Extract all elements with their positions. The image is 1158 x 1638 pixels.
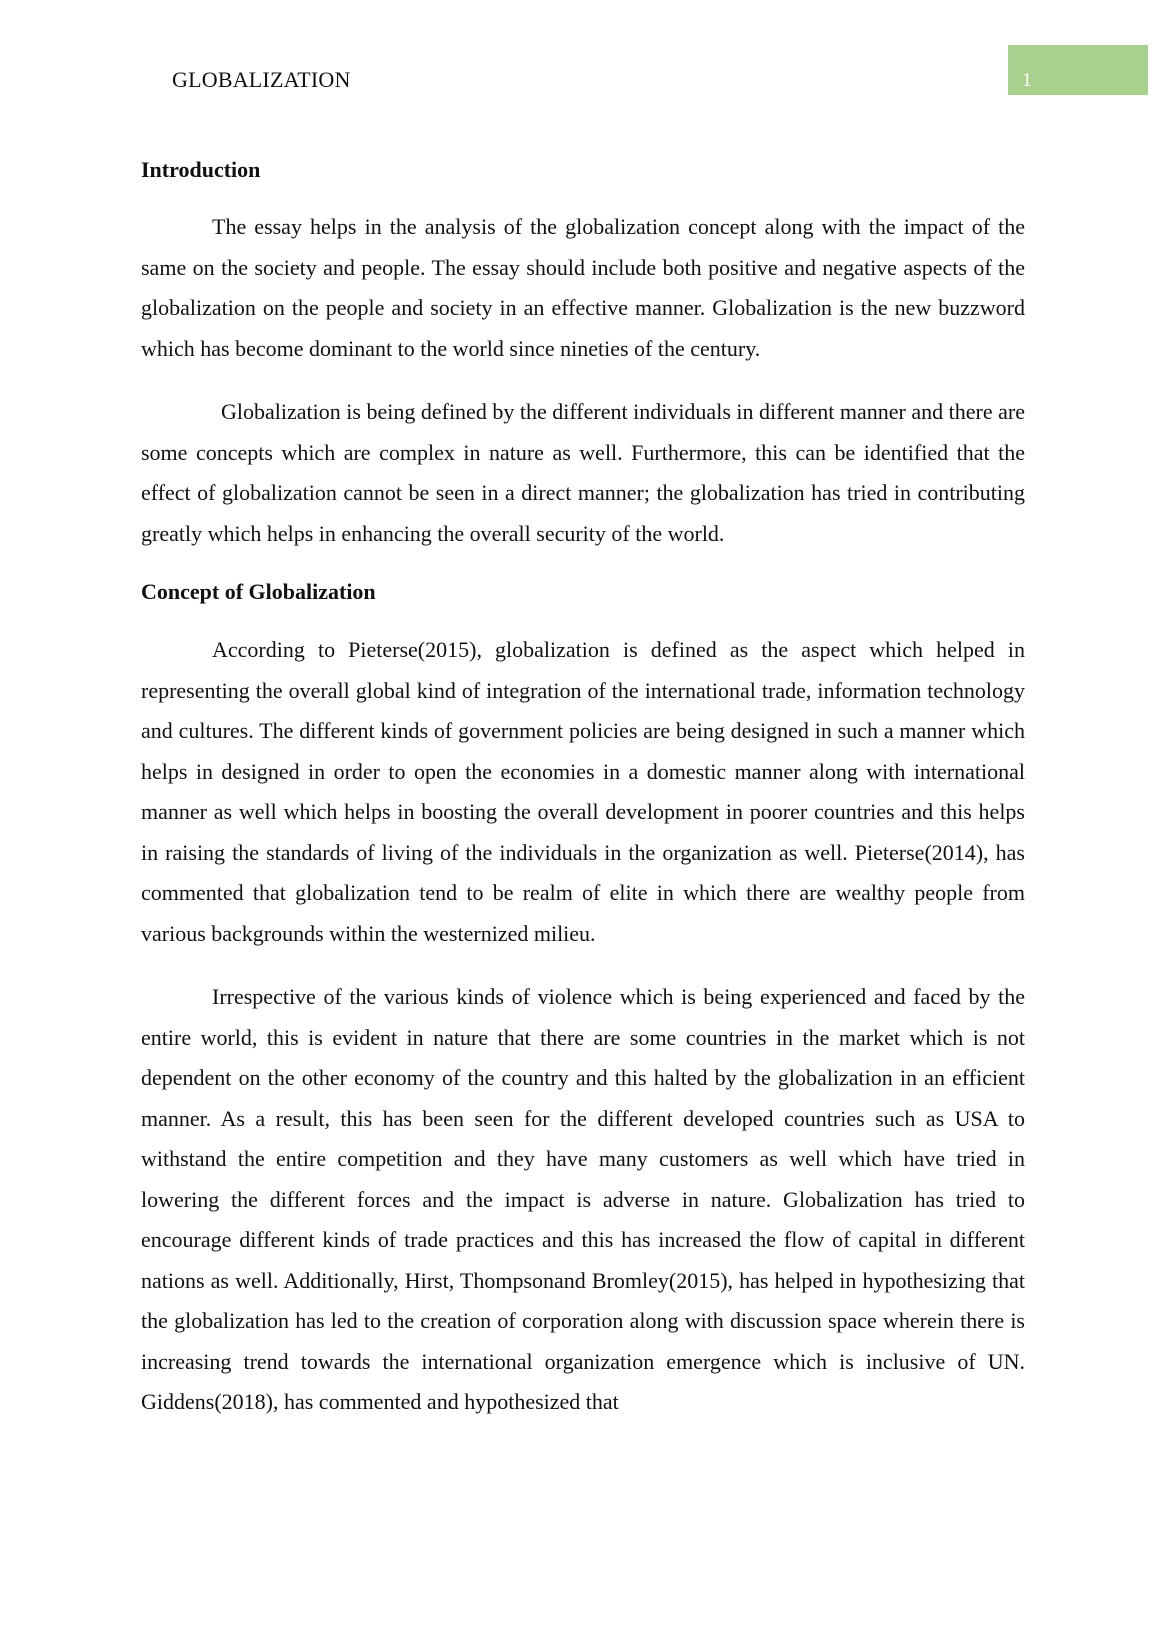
concept-heading: Concept of Globalization [141,579,376,604]
page-number-box [1008,45,1148,95]
document-body [141,155,1025,1423]
running-head: GLOBALIZATION [172,67,351,92]
introduction-paragraph-2: Globalization is being defined by the different individuals in different manner and there are some concepts which are complex in nature as well. Furthermore, this can be identified that the effect of globalization cannot be seen in a direct manner; the globalization has tried in contributing greatly which helps in enhancing the overall security of the world. [141,399,1025,546]
concept-paragraph-2: Irrespective of the various kinds of violence which is being experienced and faced by the entire world, this is evident in nature that there are some countries in the market which is not dependent on the other economy of the country and this halted by the globalization in an efficient manner. As a result, this has been seen for the different developed countries such as USA to withstand the entire competition and they have many customers as well which have tried in lowering the different forces and the impact is adverse in nature. Globalization has tried to encourage different kinds of trade practices and this has increased the flow of capital in different nations as well. Additionally, Hirst, Thompsonand Bromley(2015), has helped in hypothesizing that the globalization has led to the creation of corporation along with discussion space wherein there is increasing trend towards the international organization emergence which is inclusive of UN. Giddens(2018), has commented and hypothesized that [141,984,1025,1414]
page-number: 1 [1022,69,1032,91]
introduction-paragraph-1: The essay helps in the analysis of the globalization concept along with the impact of the same on the society and people. The essay should include both positive and negative aspects of the globalization on the people and society in an effective manner. Globalization is the new buzzword which has become dominant to the world since nineties of the century. [141,214,1025,361]
introduction-heading: Introduction [141,157,261,182]
concept-paragraph-1: According to Pieterse(2015), globalization is defined as the aspect which helped in representing the overall global kind of integration of the international trade, information technology and cultures. The different kinds of government policies are being designed in such a manner which helps in designed in order to open the economies in a domestic manner along with international manner as well which helps in boosting the overall development in poorer countries and this helps in raising the standards of living of the individuals in the organization as well. Pieterse(2014), has commented that globalization tend to be realm of elite in which there are wealthy people from various backgrounds within the westernized milieu. [141,637,1025,946]
